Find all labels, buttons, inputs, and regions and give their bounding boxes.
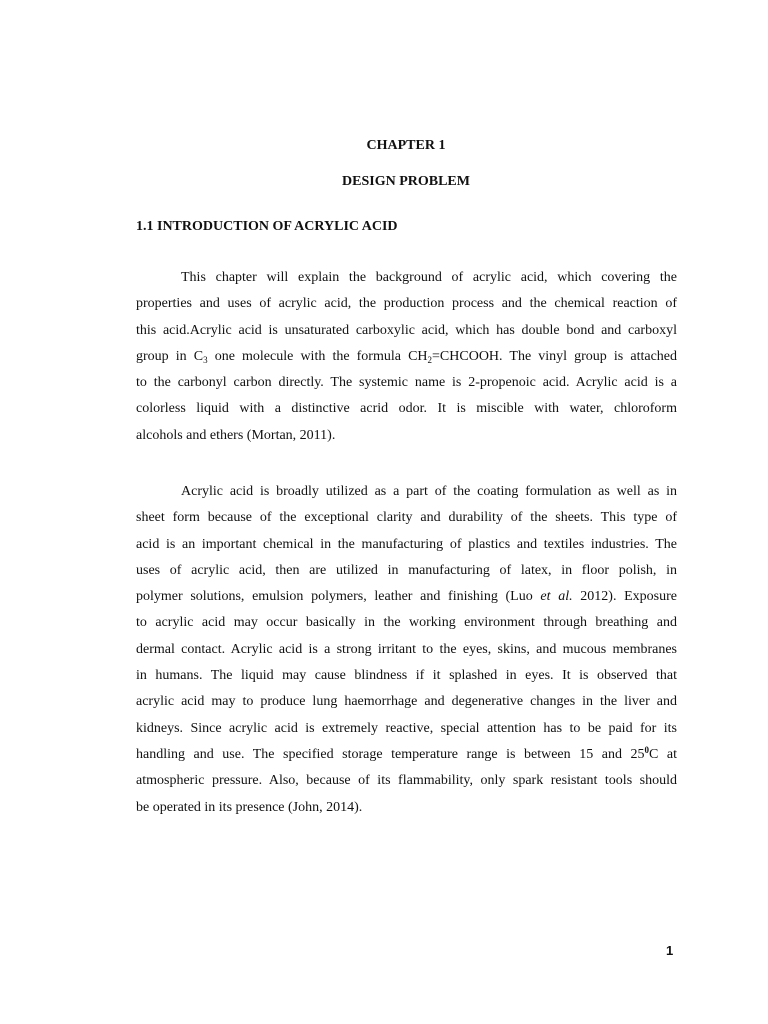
paragraph-line: This chapter will explain the background of acrylic acid, which covering the (181, 270, 677, 285)
paragraph-line: alcohols and ethers (Mortan, 2011). (136, 427, 336, 443)
text-run: 2012). Exposure (572, 589, 677, 605)
paragraph-line: Acrylic acid is broadly utilized as a part of the coating formulation as well as in (181, 484, 677, 499)
paragraph-line: in humans. The liquid may cause blindness if it splashed in eyes. It is observed that (136, 668, 677, 684)
section-heading: 1.1 INTRODUCTION OF ACRYLIC ACID (136, 219, 398, 234)
paragraph-line: acrylic acid may to produce lung haemorrhage and degenerative changes in the liver and (136, 694, 677, 710)
paragraph-line: sheet form because of the exceptional clarity and durability of the sheets. This type of (136, 510, 677, 526)
paragraph-line: be operated in its presence (John, 2014). (136, 799, 363, 815)
text-run: handling and use. The specified storage temperature range is between 15 and 25 (136, 746, 645, 762)
paragraph-line: atmospheric pressure. Also, because of its flammability, only spark resistant tools should (136, 773, 677, 789)
text-run: =CHCOOH. The vinyl group is attached (432, 348, 677, 364)
italic-text: et al. (540, 589, 573, 605)
paragraph-line: colorless liquid with a distinctive acrid odor. It is miscible with water, chloroform (136, 401, 677, 417)
paragraph-uses (136, 479, 677, 821)
text-run: polymer solutions, emulsion polymers, leather and finishing (Luo (136, 589, 541, 605)
paragraph-line: dermal contact. Acrylic acid is a strong irritant to the eyes, skins, and mucous membranes (136, 641, 677, 657)
paragraph-line: acid is an important chemical in the manufacturing of plastics and textiles industries. The (136, 536, 677, 552)
paragraph-line (136, 344, 677, 370)
paragraph-line: to acrylic acid may occur basically in the working environment through breathing and (136, 615, 677, 631)
subscript: 3 (203, 354, 208, 365)
text-run: C at (649, 746, 677, 762)
paragraph-line (136, 742, 677, 768)
subscript: 2 (427, 354, 433, 365)
paragraph-line: properties and uses of acrylic acid, the production process and the chemical reaction of (136, 296, 677, 312)
text-run: one molecule with the formula CH (207, 348, 428, 364)
paragraph-line: uses of acrylic acid, then are utilized in manufacturing of latex, in floor polish, in (136, 562, 677, 578)
paragraph-line: this acid.Acrylic acid is unsaturated carboxylic acid, which has double bond and carboxyl (136, 322, 677, 338)
paragraph-line: kidneys. Since acrylic acid is extremely reactive, special attention has to be paid for its (136, 720, 677, 736)
page-number: 1 (666, 943, 674, 958)
design-problem-title: DESIGN PROBLEM (342, 174, 470, 189)
paragraph-line (136, 584, 677, 610)
paragraph-introduction (136, 265, 677, 449)
superscript: 0 (644, 744, 649, 755)
paragraph-line: to the carbonyl carbon directly. The systemic name is 2-propenoic acid. Acrylic acid is a (136, 375, 677, 391)
chapter-title: CHAPTER 1 (366, 138, 446, 153)
text-run: group in C (136, 348, 204, 364)
